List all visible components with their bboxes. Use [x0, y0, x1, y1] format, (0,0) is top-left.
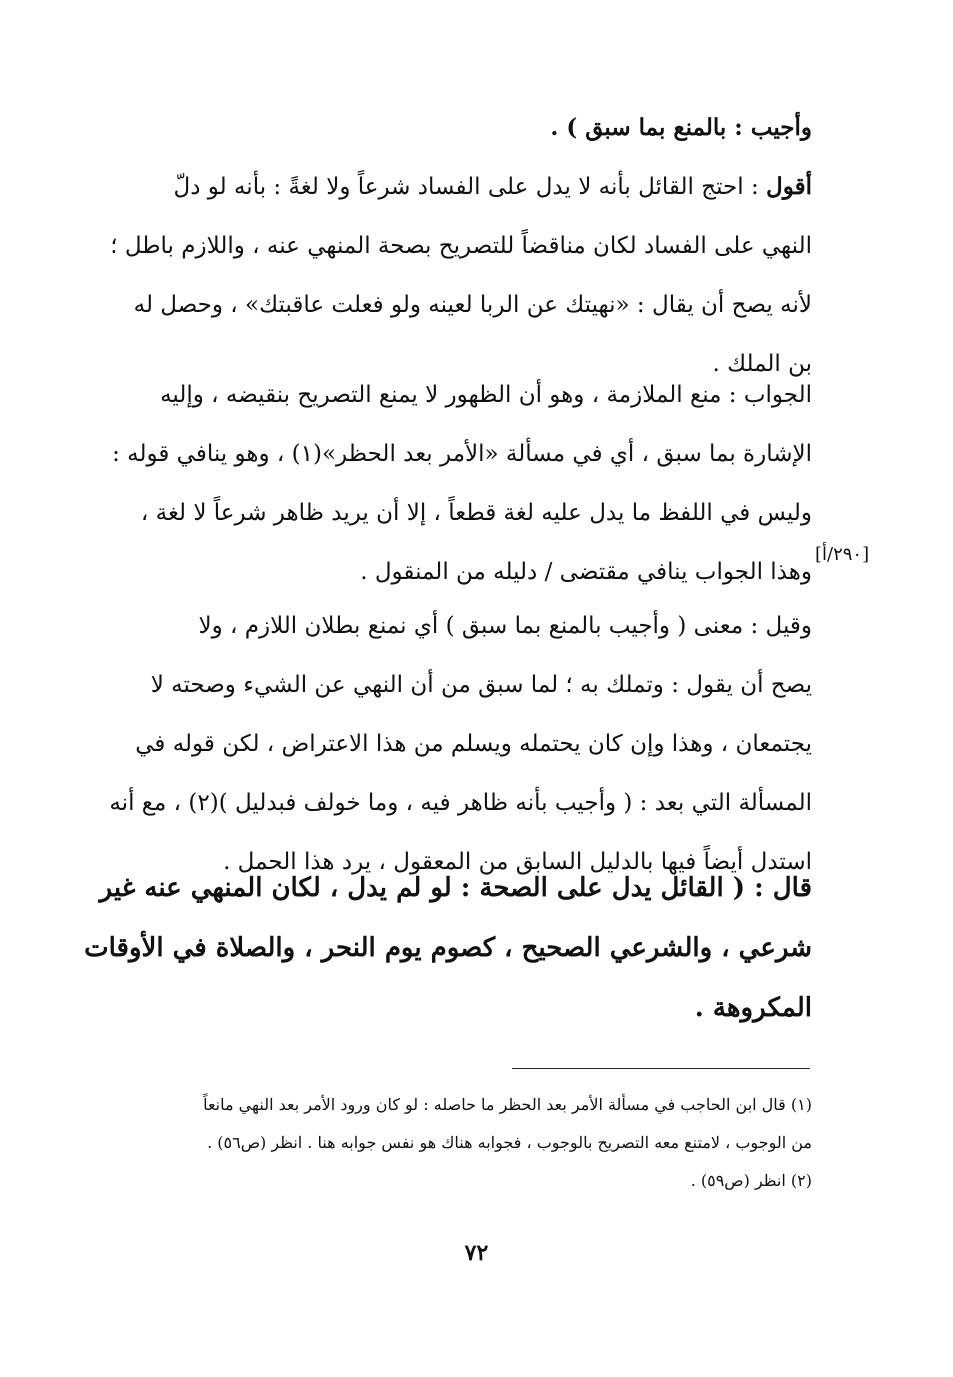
- text-line: بن الملك .: [712, 351, 812, 377]
- manuscript-folio-reference: [٢٩٠/أ]: [815, 544, 870, 565]
- footnote-line: من الوجوب ، لامتنع معه التصريح بالوجوب ، فجوابه هناك هو نفس جوابه هنا . انظر (ص٥٦) .: [207, 1133, 812, 1152]
- footnotes: [52, 1086, 812, 1200]
- text-line: الجواب : منع الملازمة ، وهو أن الظهور لا يمنع التصريح بنقيضه ، وإليه: [160, 382, 812, 408]
- text-line: المسألة التي بعد : ( وأجيب بأنه ظاهر فيه ، وما خولف فبدليل )(٢) ، مع أنه: [109, 790, 812, 816]
- text-line: المكروهة .: [694, 993, 812, 1023]
- page-number: ٧٢: [464, 1240, 489, 1266]
- text-line: لأنه يصح أن يقال : «نهيتك عن الربا لعينه ولو فعلت عاقبتك» ، وحصل له: [133, 292, 812, 318]
- text-line: الإشارة بما سبق ، أي في مسألة «الأمر بعد الحظر»(١) ، وهو ينافي قوله :: [112, 441, 812, 467]
- text-line: النهي على الفساد لكان مناقضاً للتصريح بصحة المنهي عنه ، واللازم باطل ؛: [110, 233, 812, 259]
- text-line: استدل أيضاً فيها بالدليل السابق من المعقول ، يرد هذا الحمل .: [223, 849, 812, 875]
- paragraph-qila: [52, 597, 812, 892]
- footnote-line: (٢) انظر (ص٥٩) .: [690, 1171, 812, 1190]
- text-line: قال : ( القائل يدل على الصحة : لو لم يدل ، لكان المنهي عنه غير: [99, 873, 812, 903]
- text-line: وهذا الجواب ينافي مقتضى / دليله من المنقول .: [360, 559, 812, 585]
- paragraph-answer-heading: [52, 98, 812, 158]
- text-line: وليس في اللفظ ما يدل عليه لغة قطعاً ، إلا أن يريد ظاهر شرعاً لا لغة ،: [140, 500, 812, 526]
- text-line: شرعي ، والشرعي الصحيح ، كصوم يوم النحر ، والصلاة في الأوقات: [84, 933, 812, 963]
- aqoul-lead: أقول: [766, 173, 812, 200]
- footnote-separator: [512, 1068, 810, 1069]
- text-line: وقيل : معنى ( وأجيب بالمنع بما سبق ) أي نمنع بطلان اللازم ، ولا: [198, 613, 812, 639]
- text-line: وأجيب : بالمنع بما سبق ) .: [550, 114, 812, 141]
- text-line: يجتمعان ، وهذا وإن كان يحتمله ويسلم من هذا الاعتراض ، لكن قوله في: [135, 731, 812, 757]
- paragraph-qala-quote: [52, 858, 812, 1038]
- footnote-line: (١) قال ابن الحاجب في مسألة الأمر بعد الحظر ما حاصله : لو كان ورود الأمر بعد النهي مانعاً: [203, 1095, 812, 1114]
- paragraph-answer: [52, 366, 812, 602]
- text-line: يصح أن يقول : وتملك به ؛ لما سبق من أن النهي عن الشيء وصحته لا: [150, 672, 812, 698]
- paragraph-aqoul: [52, 157, 812, 394]
- text-line: أقول : احتج القائل بأنه لا يدل على الفساد شرعاً ولا لغةً : بأنه لو دلّ: [173, 173, 812, 200]
